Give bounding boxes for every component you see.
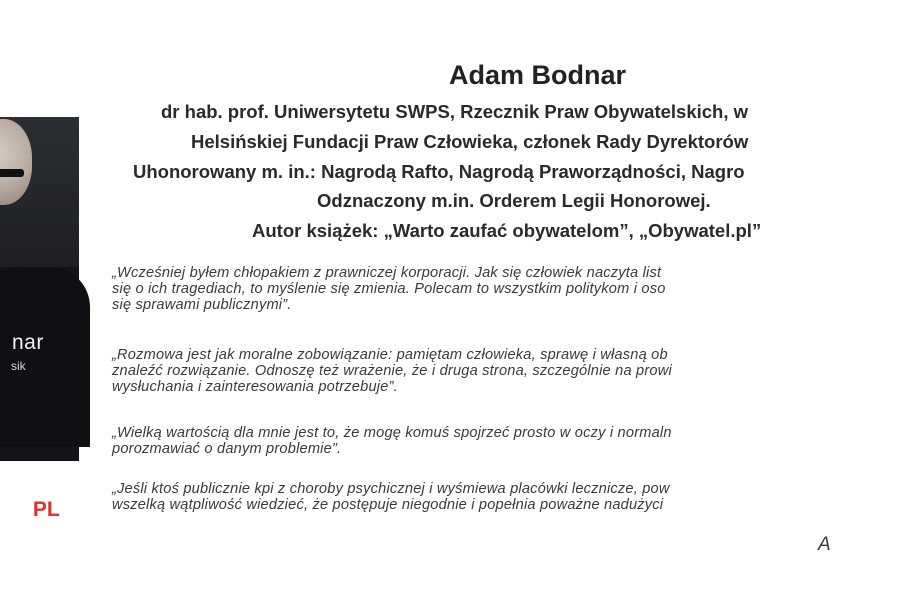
cover-title-accent: PL bbox=[32, 498, 60, 521]
bio-line-text: Odznaczony m.in. Orderem Legii Honorowej. bbox=[317, 190, 711, 211]
quote-1-line-1: „Wcześniej byłem chłopakiem z prawniczej korporacji. Jak się człowiek naczyta list bbox=[112, 265, 662, 281]
cover-author: nar bbox=[12, 331, 44, 354]
glasses-shape bbox=[0, 169, 24, 177]
quote-2-line-2: znaleźć rozwiązanie. Odnoszę też wrażenie, że i druga strona, szczególnie na prowi bbox=[112, 363, 672, 379]
bio-line-text: Helsińskiej Fundacji Praw Człowieka, członek Rady Dyrektorów bbox=[191, 131, 749, 152]
quote-1-line-3: się sprawami publicznymi”. bbox=[112, 297, 292, 313]
quote-2-line-3: wysłuchania i zainteresowania potrzebuje”. bbox=[112, 379, 398, 395]
author-name: Adam Bodnar bbox=[449, 60, 627, 90]
quote-4-line-2: wszelką wątpliwość wiedzieć, że postępuje niegodnie i popełnia poważne nadużyci bbox=[112, 497, 664, 513]
author-portrait bbox=[0, 119, 32, 205]
quote-1-line-2: się o ich tragediach, to myślenie się zmienia. Polecam to wszystkim politykom i oso bbox=[112, 281, 666, 297]
cover-title-main: L bbox=[8, 498, 21, 521]
book-cover bbox=[0, 117, 79, 521]
author-shoulder bbox=[0, 267, 90, 447]
cover-title bbox=[8, 498, 60, 522]
signature-initial: A bbox=[818, 534, 831, 555]
bio-line-text: dr hab. prof. Uniwersytetu SWPS, Rzecznik Praw Obywatelskich, w bbox=[161, 101, 749, 122]
quote-3-line-1: „Wielką wartością dla mnie jest to, że mogę komuś spojrzeć prosto w oczy i normaln bbox=[112, 425, 672, 441]
quote-4-line-1: „Jeśli ktoś publicznie kpi z choroby psychicznej i wyśmiewa placówki lecznicze, pow bbox=[112, 481, 670, 497]
quote-3-line-2: porozmawiać o danym problemie”. bbox=[112, 441, 342, 457]
cover-subtitle: sik bbox=[11, 359, 26, 373]
quote-2-line-1: „Rozmowa jest jak moralne zobowiązanie: pamiętam człowieka, sprawę i własną ob bbox=[112, 347, 668, 363]
cover-photo bbox=[0, 117, 79, 267]
bio-line-text: Autor książek: „Warto zaufać obywatelom”, „Obywatel.pl” bbox=[252, 220, 762, 241]
bio-line-text: Uhonorowany m. in.: Nagrodą Rafto, Nagrodą Praworządności, Nagro bbox=[133, 161, 745, 182]
